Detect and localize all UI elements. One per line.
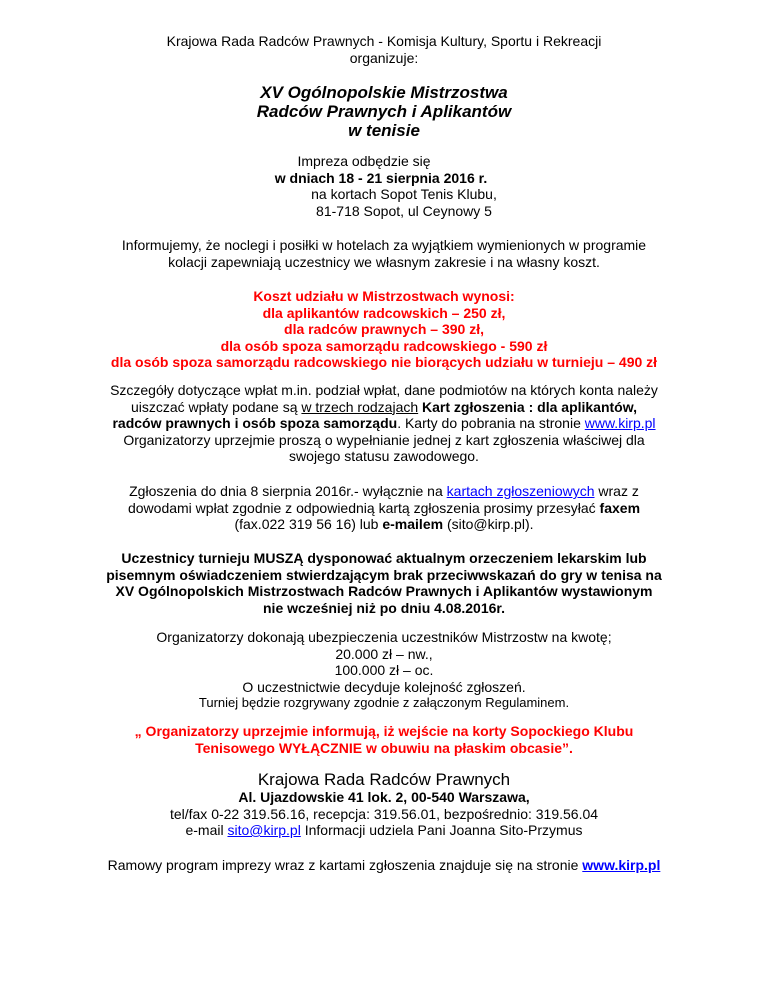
email-prefix: e-mail — [185, 822, 228, 838]
registration-email-label: e-mailem — [382, 516, 444, 532]
email-suffix: Informacji udziela Pani Joanna Sito-Przymus — [300, 822, 583, 838]
registration-text: Zgłoszenia do dnia 8 sierpnia 2016r.- wyłącznie na — [129, 483, 447, 499]
accommodation-info — [0, 237, 768, 270]
footwear-notice — [0, 723, 768, 756]
footer-text: Ramowy program imprezy wraz z kartami zgłoszenia znajduje się na stronie — [107, 857, 583, 873]
registration-text-5: (sito@kirp.pl). — [443, 516, 534, 532]
insurance-line-4: O uczestnictwie decyduje kolejność zgłoszeń. — [242, 678, 526, 695]
details-line-4: Organizatorzy uprzejmie proszą o wypełnianie jednej z kart zgłoszenia właściwej dla — [123, 431, 645, 448]
organization-email — [0, 822, 768, 839]
details-line-3 — [0, 415, 768, 432]
footer — [0, 857, 768, 874]
cost-section — [0, 288, 768, 371]
insurance-line-3: 100.000 zł – oc. — [334, 662, 434, 678]
header — [0, 33, 768, 66]
header-line-2: organizuje: — [349, 49, 419, 66]
details-line-1: Szczegóły dotyczące wpłat m.in. podział wpłat, dane podmiotów na których konta należy — [110, 382, 658, 398]
accommodation-line-2: kolacji zapewniają uczestnicy we własnym zakresie i na własny koszt. — [168, 253, 600, 270]
cost-item-spoza-bez-turnieju: dla osób spoza samorządu radcowskiego nie biorących udziału w turnieju – 490 zł — [110, 354, 658, 370]
organization-address: Al. Ujazdowskie 41 lok. 2, 00-540 Warszawa, — [238, 789, 530, 805]
details-bold-2: radców prawnych i osób spoza samorządu — [112, 415, 398, 431]
medical-line-4: nie wcześniej niż po dniu 4.08.2016r. — [263, 599, 505, 616]
title-line-1: XV Ogólnopolskie Mistrzostwa — [260, 83, 508, 102]
email-link[interactable]: sito@kirp.pl — [227, 822, 301, 838]
medical-requirement — [0, 550, 768, 616]
registration-info — [0, 483, 768, 533]
insurance-line-1: Organizatorzy dokonają ubezpieczenia uczestników Mistrzostw na kwotę; — [156, 629, 612, 645]
event-line-1: Impreza odbędzie się — [297, 153, 431, 169]
header-line-1: Krajowa Rada Radców Prawnych - Komisja Kultury, Sportu i Rekreacji — [166, 33, 602, 49]
cost-item-spoza: dla osób spoza samorządu radcowskiego - 590 zł — [220, 337, 548, 354]
footer-line — [0, 857, 768, 874]
cost-item-aplikanci: dla aplikantów radcowskich – 250 zł, — [262, 304, 506, 321]
registration-text-3: dowodami wpłat zgodnie z odpowiednią kartą zgłoszenia prosimy przesyłać — [127, 499, 600, 516]
footer-kirp-link[interactable]: www.kirp.pl — [582, 857, 661, 873]
registration-line-1 — [0, 483, 768, 500]
details-text: uiszczać wpłaty podane są — [130, 398, 302, 415]
registration-fax-label: faxem — [599, 499, 641, 516]
insurance-line-2: 20.000 zł – nw., — [335, 645, 433, 662]
insurance-line-5: Turniej będzie rozgrywany zgodnie z załączonym Regulaminem. — [198, 695, 570, 710]
registration-line-3 — [0, 516, 768, 533]
payment-details — [0, 382, 768, 465]
details-text-2: . Karty do pobrania na stronie — [397, 415, 585, 431]
contact-info — [0, 770, 768, 839]
notice-line-2: Tenisowego WYŁĄCZNIE w obuwiu na płaskim obcasie”. — [195, 739, 573, 756]
registration-text-4: (fax.022 319 56 16) lub — [234, 516, 383, 532]
cost-heading: Koszt udziału w Mistrzostwach wynosi: — [253, 288, 515, 304]
insurance-info — [0, 629, 768, 712]
details-underlined: w trzech rodzajach — [301, 398, 419, 415]
title-line-3: w tenisie — [348, 121, 420, 140]
registration-forms-link[interactable]: kartach zgłoszeniowych — [446, 483, 595, 499]
medical-line-2: pisemnym oświadczeniem stwierdzającym brak przeciwwskazań do gry w tenisa na — [106, 566, 662, 583]
event-address: 81-718 Sopot, ul Ceynowy 5 — [316, 202, 492, 219]
kirp-website-link[interactable]: www.kirp.pl — [584, 415, 656, 431]
medical-line-3: XV Ogólnopolskich Mistrzostwach Radców Prawnych i Aplikantów wystawionym — [115, 583, 653, 599]
notice-line-1: „ Organizatorzy uprzejmie informują, iż wejście na korty Sopockiego Klubu — [134, 723, 634, 739]
cost-item-radcowie: dla radców prawnych – 390 zł, — [284, 321, 484, 337]
accommodation-line-1: Informujemy, że noclegi i posiłki w hotelach za wyjątkiem wymienionych w programie — [121, 237, 647, 253]
event-venue: na kortach Sopot Tenis Klubu, — [311, 186, 497, 202]
medical-line-1: Uczestnicy turnieju MUSZĄ dysponować aktualnym orzeczeniem lekarskim lub — [121, 550, 647, 566]
registration-text-2: wraz z — [594, 483, 639, 499]
organization-phones: tel/fax 0-22 319.56.16, recepcja: 319.56.01, bezpośrednio: 319.56.04 — [169, 805, 599, 822]
details-bold: Kart zgłoszenia : dla aplikantów, — [418, 398, 637, 415]
event-dates: w dniach 18 - 21 sierpnia 2016 r. — [274, 169, 488, 186]
event-title — [0, 83, 768, 140]
registration-line-2 — [0, 500, 768, 517]
details-line-5: swojego statusu zawodowego. — [289, 448, 479, 464]
event-info — [0, 153, 768, 219]
details-line-2 — [0, 399, 768, 416]
title-line-2: Radców Prawnych i Aplikantów — [256, 102, 512, 121]
organization-name: Krajowa Rada Radców Prawnych — [257, 770, 511, 789]
